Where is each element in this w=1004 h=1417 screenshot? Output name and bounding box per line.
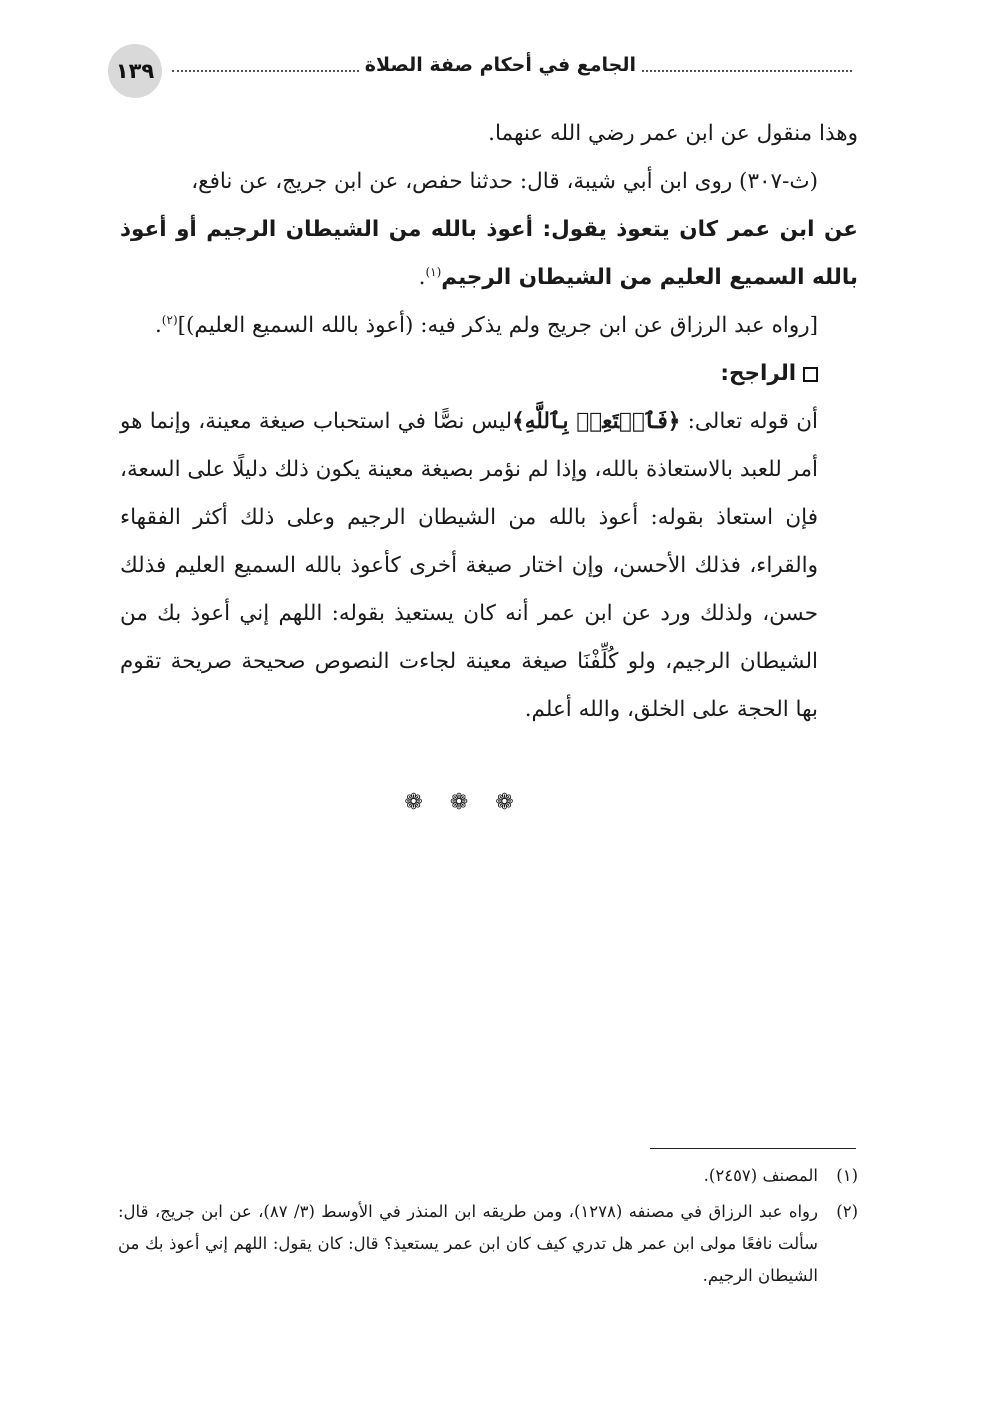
punctuation: . [418,265,426,290]
footnote [118,1160,858,1192]
leader-dots-left [172,58,359,72]
footnote [118,1196,858,1292]
running-title [172,54,852,76]
paragraph [120,158,858,206]
footnote-text: رواه عبد الرزاق في مصنفه (١٢٧٨)، ومن طريقه ابن المنذر في الأوسط (٣/ ٨٧)، عن ابن جريج، قال: سألت نافعًا مولى ابن عمر هل تدري كيف كان ابن عمر يستعيذ؟ قال: كان يقول: اللهم إني أعوذ بك من الشيطان الرجيم. [118,1202,818,1285]
section-heading [120,350,858,398]
paragraph-text: أن قوله تعالى: [680,409,818,434]
quran-verse: ﴿فَٱسۡتَعِذۡ بِٱللَّهِ﴾ [512,409,681,434]
paragraph [120,302,858,350]
narration-paragraph [120,206,858,302]
page-number: ١٣٩ [115,59,155,83]
paragraph-text: (ث-٣٠٧) روى ابن أبي شيبة، قال: حدثنا حفص، عن ابن جريج، عن نافع، [191,169,818,194]
section-separator: ❁ ❁ ❁ [404,790,524,815]
footnote-text: المصنف (٢٤٥٧). [703,1166,818,1185]
footnote-ref[interactable]: (٢) [161,312,178,327]
punctuation: . [154,313,162,338]
main-text [120,110,858,734]
page-number-badge [108,44,162,98]
square-bullet-icon [803,367,818,382]
book-title: الجامع في أحكام صفة الصلاة [364,54,636,76]
heading-text: الراجح: [720,361,797,386]
paragraph-text: [رواه عبد الرزاق عن ابن جريج ولم يذكر فيه: (أعوذ بالله السميع العليم)] [177,313,818,338]
footnote-number: (٢) [836,1202,858,1221]
paragraph-text: وهذا منقول عن ابن عمر رضي الله عنهما. [488,121,858,146]
footnotes [118,1160,858,1296]
paragraph [120,110,858,158]
paragraph [120,398,858,734]
footnote-ref[interactable]: (١) [425,264,442,279]
paragraph-text: ليس نصًّا في استحباب صيغة معينة، وإنما هو أمر للعبد بالاستعاذة بالله، وإذا لم نؤمر بصيغة معينة يكون ذلك دليلًا على السعة، فإن استعاذ بقوله: أعوذ بالله من الشيطان الرجيم وعلى ذلك أكثر الفقهاء والقراء، فذلك الأحسن، وإن اختار صيغة أخرى كأعوذ بالله السميع العليم فذلك حسن، ولذلك ورد عن ابن عمر أنه كان يستعيذ بقوله: اللهم إني أعوذ بك من الشيطان الرجيم، ولو كُلِّفْنَا صيغة معينة لجاءت النصوص صحيحة صريحة تقوم بها الحجة على الخلق، والله أعلم. [120,409,818,722]
footnote-rule [650,1148,856,1149]
leader-dots-right [642,58,852,72]
footnote-number: (١) [836,1166,858,1185]
page-header [108,44,852,100]
narration-text: عن ابن عمر كان يتعوذ يقول: أعوذ بالله من الشيطان الرجيم أو أعوذ بالله السميع العليم من الشيطان الرجيم [120,217,858,290]
